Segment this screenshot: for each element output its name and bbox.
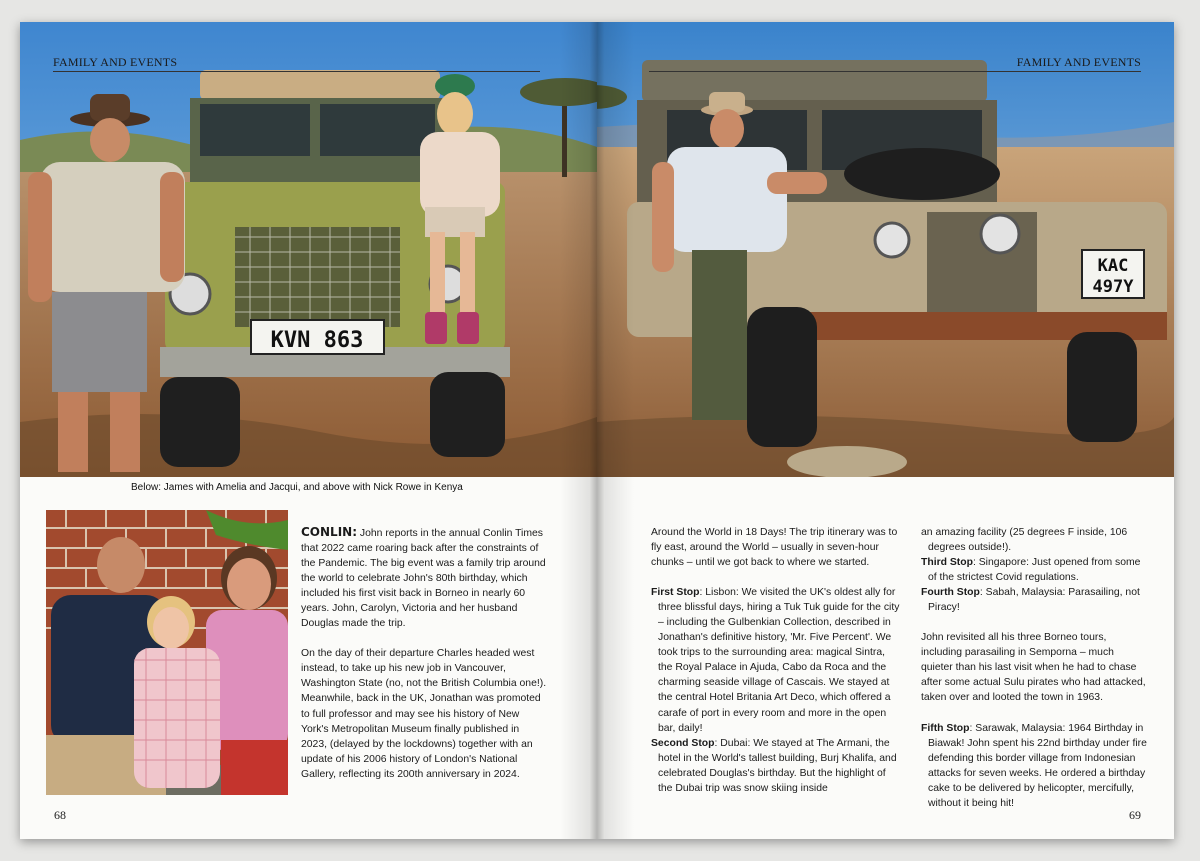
kenya-photo-left — [20, 22, 597, 477]
page-number-right: 69 — [1129, 808, 1141, 822]
page-number-left: 68 — [54, 808, 66, 822]
itinerary-intro: Around the World in 18 Days! The trip itinerary was to fly east, around the World – usually in seven-hour chunks – until we got back to where we started. — [651, 527, 898, 569]
stop-3-label: Third Stop — [921, 557, 973, 569]
stop-2-label: Second Stop — [651, 737, 715, 749]
article-paragraph-2: On the day of their departure Charles headed west instead, to take up his new job in Vancouver, Washington State (no, not the British Columbia one!). Meanwhile, back in the UK, Jonathan was promoted to full professor and may see his history of New York's Metropolitan Museum finally published in 2023, (delayed by the lockdowns) together with an update of his 2006 history of London's National Gallery, reflecting its 200th anniversary in 2024. — [301, 648, 547, 780]
number-plate-kac-line1: KAC — [1097, 256, 1129, 276]
article-lead: CONLIN: — [301, 525, 358, 539]
header-rule-right — [649, 71, 1141, 72]
stop-2-text: : Dubai: We stayed at The Armani, the hotel in the World's tallest building, Burj Khalifa, and celebrated Douglas's birthday. But the highlight of the Dubai trip was snow skiing inside — [658, 737, 897, 794]
stop-1-label: First Stop — [651, 587, 700, 599]
article-column-3 — [921, 525, 1147, 811]
running-head-left: FAMILY AND EVENTS — [53, 55, 178, 69]
stop-1-text: : Lisbon: We visited the UK's oldest ally for three blissful days, hiring a Tuk Tuk guide for the city – including the Gulbenkian Collection, described in Jonathan's definitive history, 'Mr. Five Percent'. We took trips to the surrounding area: magical Sintra, the Royal Palace in Ajuda, Cabo da Roca and the charming seaside village of Cascais. We stayed at the central Hotel Britania Art Deco, which offered a carafe of port in every room and more in the open bar, daily! — [658, 587, 900, 734]
stop-5 — [921, 721, 1147, 811]
stop-2-continued: an amazing facility (25 degrees F inside, 106 degrees outside!). — [921, 527, 1128, 554]
stop-3 — [921, 555, 1147, 585]
stop-4-label: Fourth Stop — [921, 587, 980, 599]
article-column-1 — [301, 525, 547, 782]
photo-caption: Below: James with Amelia and Jacqui, and above with Nick Rowe in Kenya — [131, 482, 463, 493]
family-portrait-photo — [46, 510, 288, 795]
stop-1 — [651, 585, 901, 735]
stop-5-text: : Sarawak, Malaysia: 1964 Birthday in Biawak! John spent his 22nd birthday under fire defending this border village from Indonesian attacks for seven weeks. He ordered a birthday cake to be delivered by helicopter, mercifully, without it being hit! — [928, 722, 1147, 809]
kenya-photo-right — [597, 22, 1174, 477]
running-head-right: FAMILY AND EVENTS — [1016, 55, 1141, 69]
right-page — [597, 22, 1174, 839]
borneo-paragraph: John revisited all his three Borneo tours, including parasailing in Semporna – much quieter than his last visit when he had to chase after some actual Sulu pirates who had attacked, taken over and looted the town in 1963. — [921, 632, 1146, 704]
stop-4-text: : Sabah, Malaysia: Parasailing, not Piracy! — [928, 587, 1140, 614]
stop-3-text: : Singapore: Just opened from some of the strictest Covid regulations. — [928, 557, 1141, 584]
article-paragraph-1: John reports in the annual Conlin Times that 2022 came roaring back after the constraints of the Pandemic. The big event was a family trip around the world to celebrate John's 80th birthday, which included his first visit back in Borneo in nearly 60 years. John, Carolyn, Victoria and her husband Douglas made the trip. — [301, 528, 546, 630]
stop-5-label: Fifth Stop — [921, 722, 970, 734]
stop-2 — [651, 736, 901, 796]
article-column-2 — [651, 525, 901, 796]
stop-4 — [921, 585, 1147, 615]
number-plate-kvn: KVN 863 — [270, 328, 364, 353]
header-rule-left — [53, 71, 540, 72]
magazine-spread — [20, 22, 1174, 839]
number-plate-kac-line2: 497Y — [1092, 277, 1134, 297]
left-page — [20, 22, 597, 839]
